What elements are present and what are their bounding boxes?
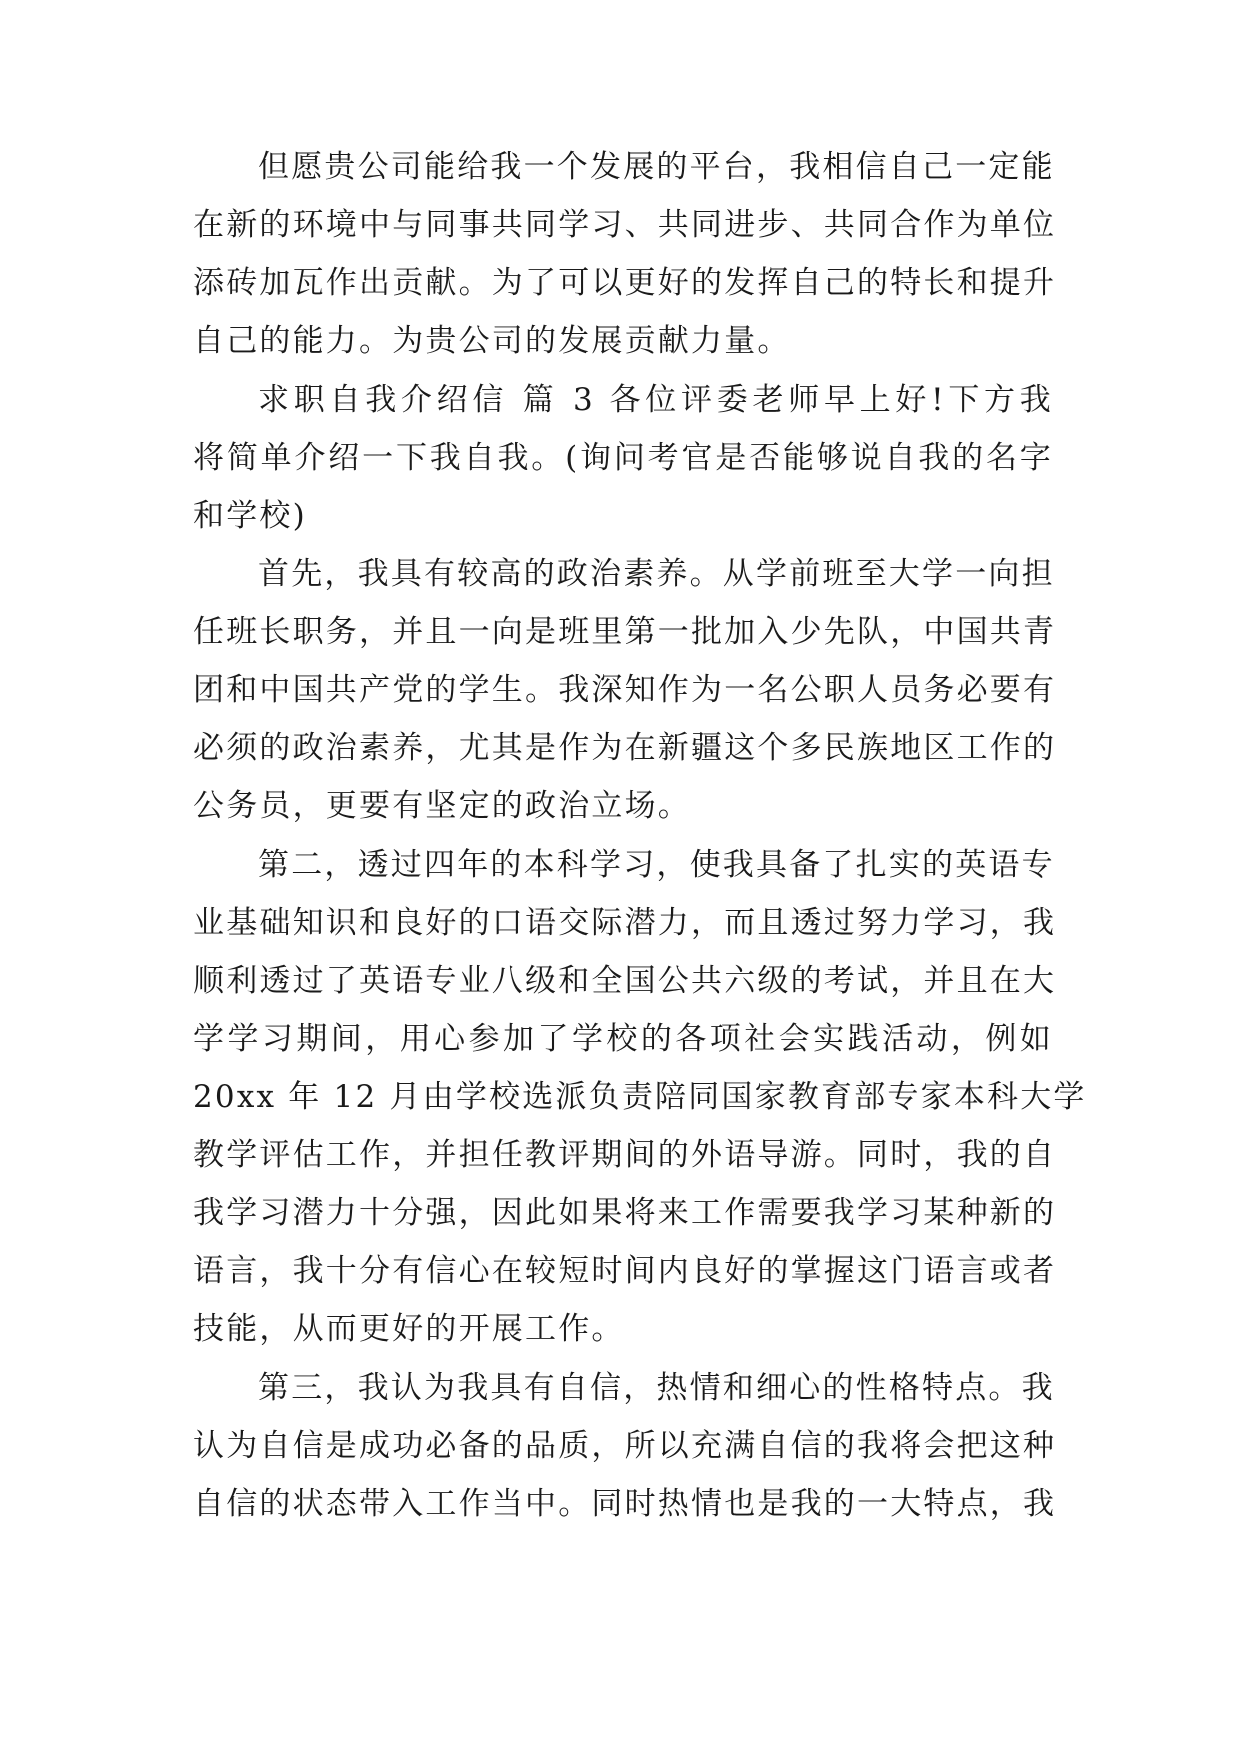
- paragraph-line: 但愿贵公司能给我一个发展的平台，我相信自己一定能: [258, 149, 1055, 185]
- paragraph-line: 认为自信是成功必备的品质，所以充满自信的我将会把这种: [193, 1428, 1057, 1464]
- paragraph-line: 和学校): [193, 498, 307, 534]
- paragraph-line: 顺利透过了英语专业八级和全国公共六级的考试，并且在大: [193, 963, 1057, 999]
- paragraph-line: 技能，从而更好的开展工作。: [193, 1311, 625, 1347]
- paragraph-line: 语言，我十分有信心在较短时间内良好的掌握这门语言或者: [193, 1253, 1057, 1289]
- paragraph-line: 教学评估工作，并担任教评期间的外语导游。同时，我的自: [193, 1137, 1057, 1173]
- paragraph-line: 第二，透过四年的本科学习，使我具备了扎实的英语专: [258, 847, 1055, 883]
- paragraph-line: 添砖加瓦作出贡献。为了可以更好的发挥自己的特长和提升: [193, 265, 1057, 301]
- paragraph-line: 必须的政治素养，尤其是作为在新疆这个多民族地区工作的: [193, 730, 1057, 766]
- paragraph-line: 学学习期间，用心参加了学校的各项社会实践活动，例如: [193, 1021, 1053, 1057]
- paragraph-line: 首先，我具有较高的政治素养。从学前班至大学一向担: [258, 556, 1055, 592]
- paragraph-line: 我学习潜力十分强，因此如果将来工作需要我学习某种新的: [193, 1195, 1057, 1231]
- paragraph-line: 在新的环境中与同事共同学习、共同进步、共同合作为单位: [193, 207, 1057, 243]
- paragraph-line: 业基础知识和良好的口语交际潜力，而且透过努力学习，我: [193, 905, 1057, 941]
- paragraph-line: 公务员，更要有坚定的政治立场。: [193, 788, 691, 824]
- paragraph-line: 20xx 年 12 月由学校选派负责陪同国家教育部专家本科大学: [193, 1079, 1087, 1115]
- paragraph-line: 自己的能力。为贵公司的发展贡献力量。: [193, 323, 791, 359]
- paragraph-line: 第三，我认为我具有自信，热情和细心的性格特点。我: [258, 1370, 1055, 1406]
- paragraph-line: 团和中国共产党的学生。我深知作为一名公职人员务必要有: [193, 672, 1057, 708]
- section-heading-line: 求职自我介绍信 篇 3 各位评委老师早上好!下方我: [258, 382, 1053, 418]
- paragraph-line: 将简单介绍一下我自我。(询问考官是否能够说自我的名字: [193, 440, 1053, 476]
- paragraph-line: 任班长职务，并且一向是班里第一批加入少先队，中国共青: [193, 614, 1057, 650]
- paragraph-line: 自信的状态带入工作当中。同时热情也是我的一大特点，我: [193, 1486, 1057, 1522]
